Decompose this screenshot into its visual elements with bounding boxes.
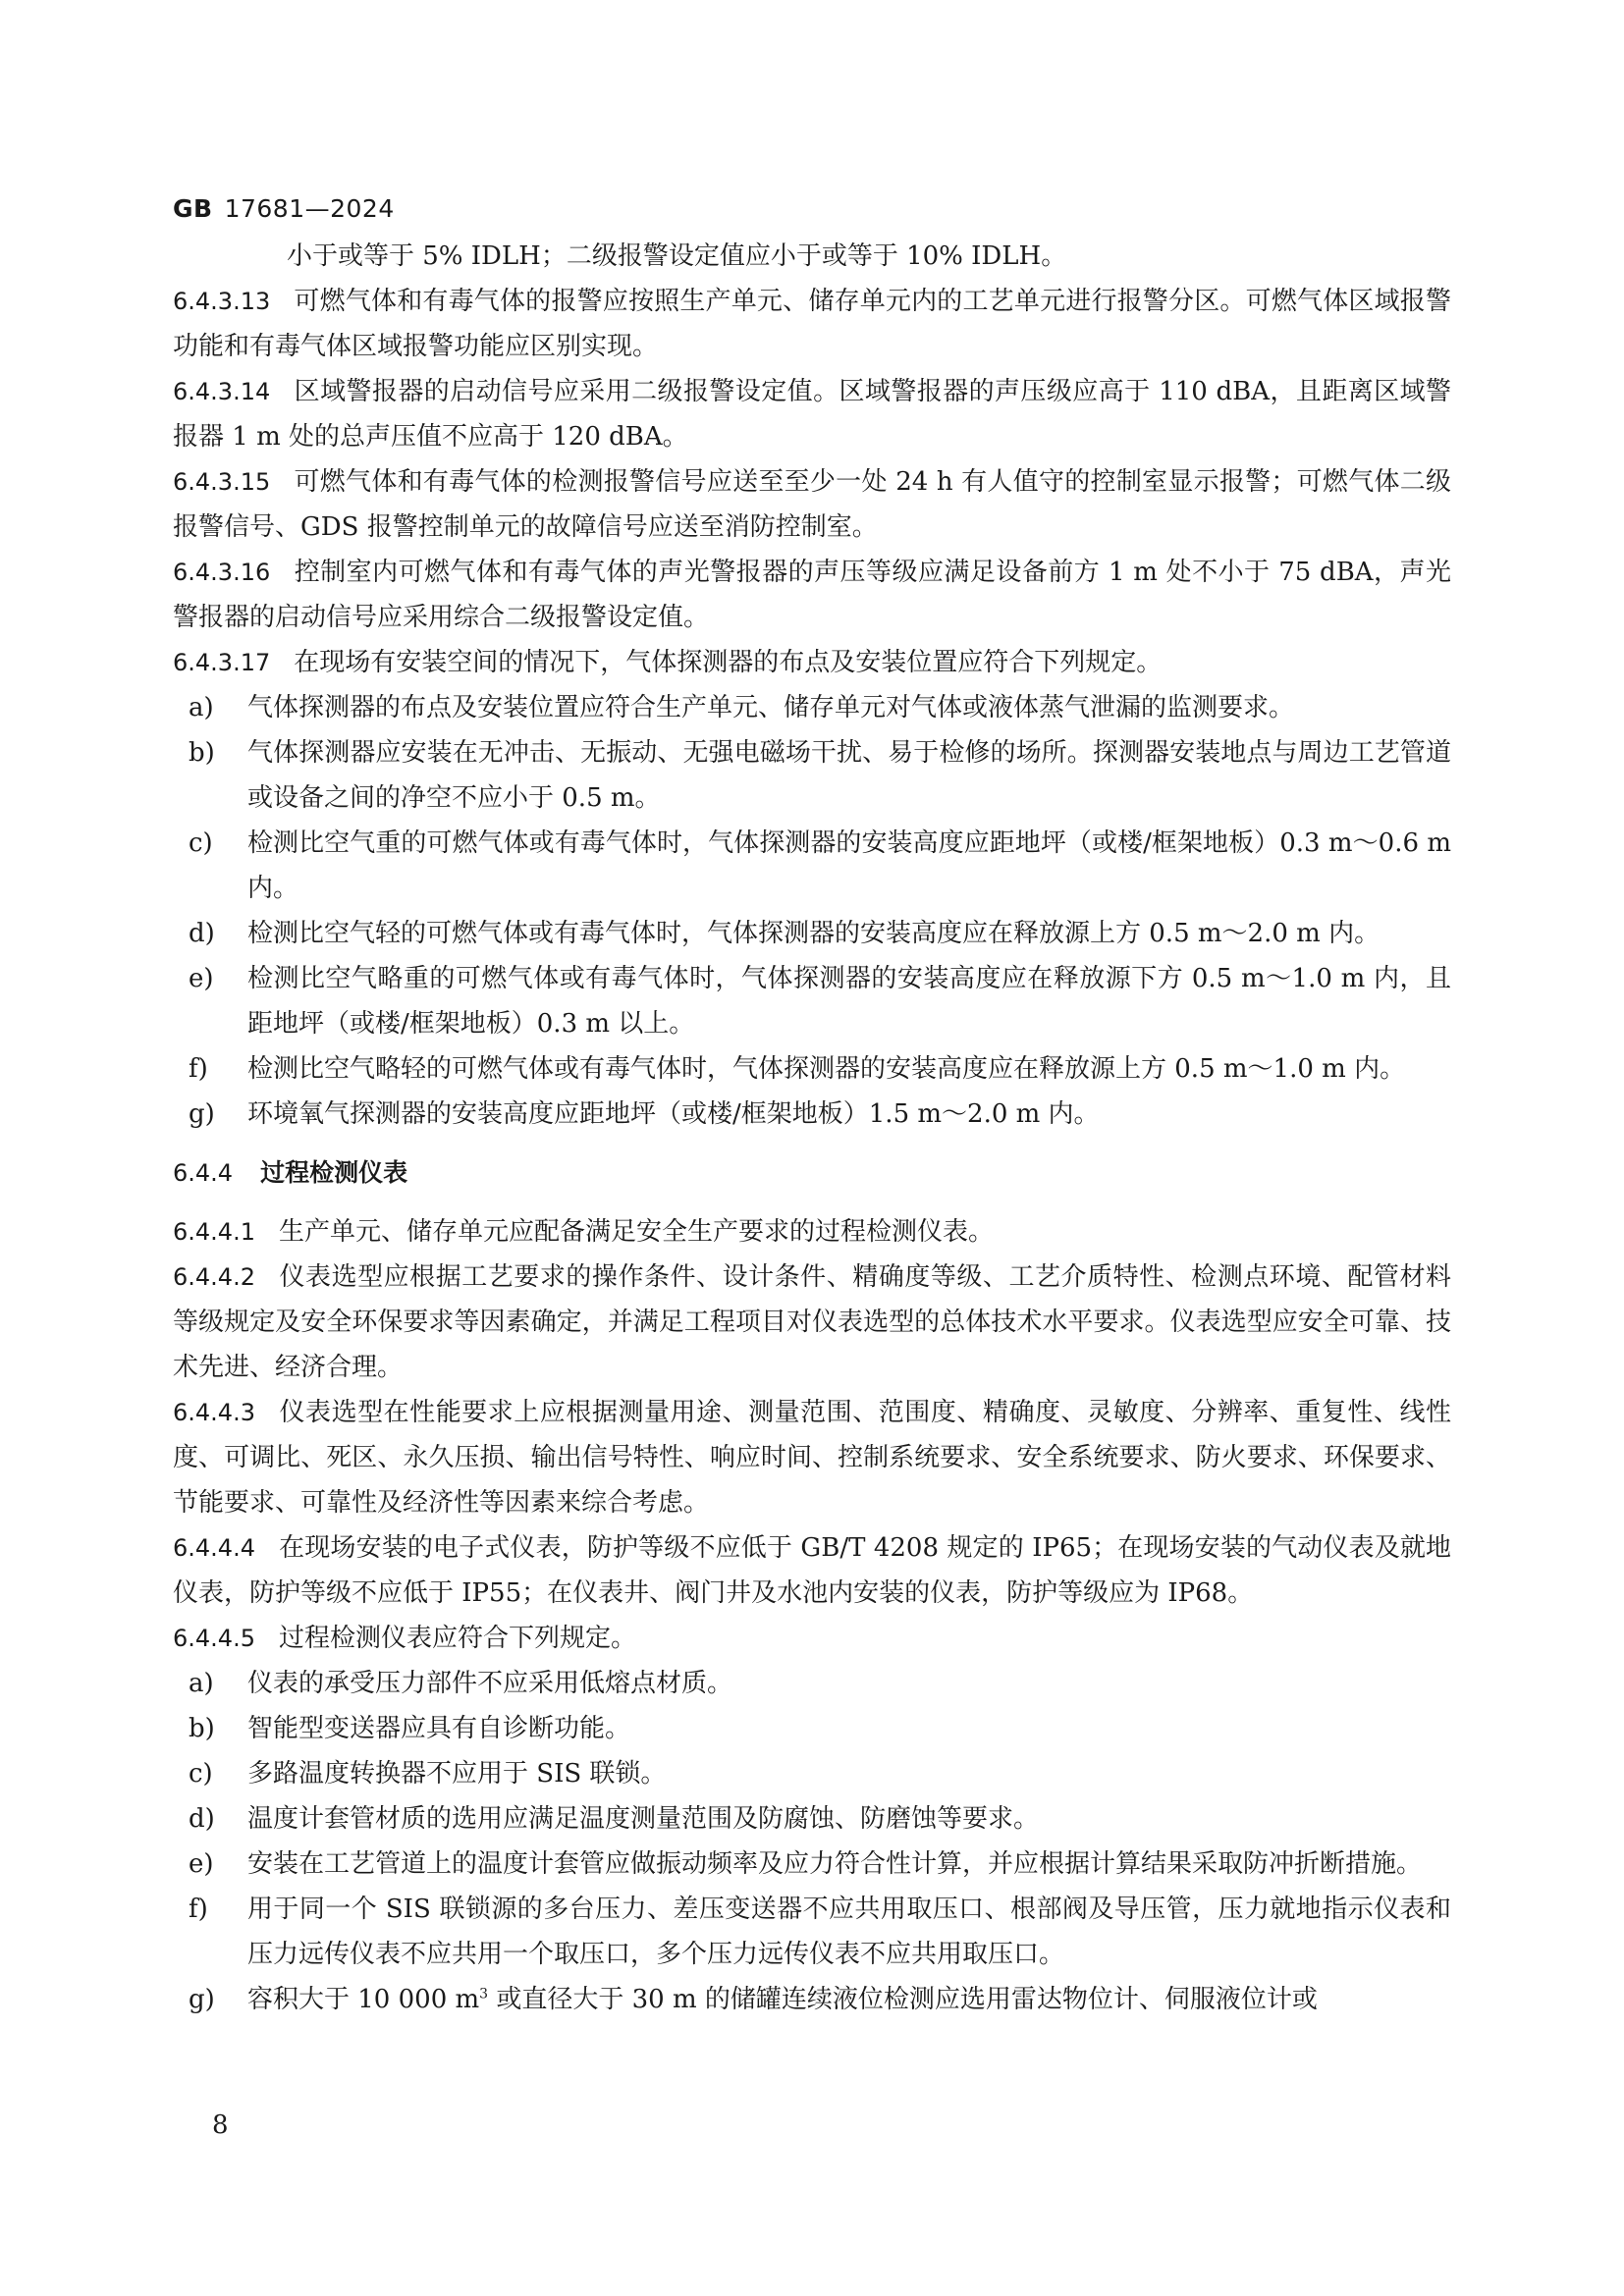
clause-number: 6.4.4.2 xyxy=(173,1263,255,1291)
clause xyxy=(173,369,1451,459)
standard-number: 17681—2024 xyxy=(224,194,395,223)
superscript: 3 xyxy=(479,1986,489,2002)
section-number: 6.4.4 xyxy=(173,1159,234,1187)
clause xyxy=(173,1255,1451,1390)
clause-text: 可燃气体和有毒气体的检测报警信号应送至至少一处 24 h 有人值守的控制室显示报警；可燃气体二级报警信号、GDS 报警控制单元的故障信号应送至消防控制室。 xyxy=(173,467,1451,542)
clause-number: 6.4.3.14 xyxy=(173,378,271,405)
clause xyxy=(173,640,1451,685)
list-item xyxy=(173,1796,1451,1842)
clause xyxy=(173,1209,1451,1255)
clause-text: 控制室内可燃气体和有毒气体的声光警报器的声压等级应满足设备前方 1 m 处不小于 75 dBA，声光警报器的启动信号应采用综合二级报警设定值。 xyxy=(173,558,1451,632)
list-item-text: 智能型变送器应具有自诊断功能。 xyxy=(247,1714,631,1743)
clause-number: 6.4.4.1 xyxy=(173,1218,255,1246)
clause xyxy=(173,1525,1451,1616)
list-item xyxy=(173,1661,1451,1706)
list-item-text: 检测比空气重的可燃气体或有毒气体时，气体探测器的安装高度应距地坪（或楼/框架地板）0.3 m～0.6 m 内。 xyxy=(247,828,1451,903)
clause xyxy=(173,459,1451,550)
list-item-label: d) xyxy=(189,919,215,948)
list-item xyxy=(173,1977,1451,2022)
list-item-label: f) xyxy=(189,1054,208,1084)
list-item xyxy=(173,1706,1451,1751)
clause-text: 过程检测仪表应符合下列规定。 xyxy=(278,1624,636,1653)
list-item-label: b) xyxy=(189,1714,215,1743)
list-item xyxy=(173,730,1451,821)
list-item-label: a) xyxy=(189,693,214,722)
clause-number: 6.4.4.5 xyxy=(173,1625,255,1652)
list-item xyxy=(173,956,1451,1046)
list-item xyxy=(173,821,1451,911)
list-item-text: 检测比空气略轻的可燃气体或有毒气体时，气体探测器的安装高度应在释放源上方 0.5 m～1.0 m 内。 xyxy=(247,1054,1406,1084)
standard-header xyxy=(173,194,395,223)
list-item-text xyxy=(247,1977,1451,2022)
list-item-label: c) xyxy=(189,828,213,858)
list-item-label: c) xyxy=(189,1759,213,1789)
clause-text: 在现场安装的电子式仪表，防护等级不应低于 GB/T 4208 规定的 IP65；在现场安装的气动仪表及就地仪表，防护等级不应低于 IP55；在仪表井、阀门井及水池内安装的仪表，防护等级应为 IP68。 xyxy=(173,1533,1451,1608)
list-item-text: 用于同一个 SIS 联锁源的多台压力、差压变送器不应共用取压口、根部阀及导压管，压力就地指示仪表和压力远传仪表不应共用一个取压口，多个压力远传仪表不应共用取压口。 xyxy=(247,1895,1451,1969)
list-item-label: e) xyxy=(189,964,214,993)
list-item-text-part: 或直径大于 30 m 的储罐连续液位检测应选用雷达物位计、伺服液位计或 xyxy=(488,1985,1318,2014)
list-item-label: g) xyxy=(189,1099,215,1129)
clause-text: 在现场有安装空间的情况下，气体探测器的布点及安装位置应符合下列规定。 xyxy=(294,648,1163,677)
standard-prefix: GB xyxy=(173,194,213,223)
clause-text: 生产单元、储存单元应配备满足安全生产要求的过程检测仪表。 xyxy=(278,1217,994,1247)
list-item-text: 气体探测器应安装在无冲击、无振动、无强电磁场干扰、易于检修的场所。探测器安装地点与周边工艺管道或设备之间的净空不应小于 0.5 m。 xyxy=(247,738,1451,813)
clause-number: 6.4.3.15 xyxy=(173,468,271,496)
list-item xyxy=(173,1887,1451,1977)
list-item-text: 温度计套管材质的选用应满足温度测量范围及防腐蚀、防磨蚀等要求。 xyxy=(247,1804,1040,1834)
list-item xyxy=(173,685,1451,730)
list-item-label: a) xyxy=(189,1669,214,1698)
list-item xyxy=(173,1046,1451,1092)
clause-text: 仪表选型应根据工艺要求的操作条件、设计条件、精确度等级、工艺介质特性、检测点环境、配管材料等级规定及安全环保要求等因素确定，并满足工程项目对仪表选型的总体技术水平要求。仪表选型应安全可靠、技术先进、经济合理。 xyxy=(173,1262,1451,1382)
list-item-label: f) xyxy=(189,1895,208,1924)
list-item xyxy=(173,911,1451,956)
clause xyxy=(173,1390,1451,1525)
clause-number: 6.4.3.17 xyxy=(173,649,271,676)
list-item xyxy=(173,1092,1451,1137)
clause xyxy=(173,1616,1451,1661)
document-body xyxy=(173,234,1451,2022)
clause xyxy=(173,279,1451,369)
list-item-label: e) xyxy=(189,1849,214,1879)
clause xyxy=(173,550,1451,640)
list-item-text: 环境氧气探测器的安装高度应距地坪（或楼/框架地板）1.5 m～2.0 m 内。 xyxy=(247,1099,1100,1129)
list-item-text: 仪表的承受压力部件不应采用低熔点材质。 xyxy=(247,1669,733,1698)
list-item-label: g) xyxy=(189,1985,215,2014)
clause-number: 6.4.4.4 xyxy=(173,1534,255,1562)
clause-number: 6.4.3.13 xyxy=(173,288,271,315)
list-item-text: 多路温度转换器不应用于 SIS 联锁。 xyxy=(247,1759,667,1789)
list-item-text: 检测比空气略重的可燃气体或有毒气体时，气体探测器的安装高度应在释放源下方 0.5 m～1.0 m 内，且距地坪（或楼/框架地板）0.3 m 以上。 xyxy=(247,964,1451,1039)
list-item-text: 安装在工艺管道上的温度计套管应做振动频率及应力符合性计算，并应根据计算结果采取防冲折断措施。 xyxy=(247,1849,1423,1879)
list-item-text: 检测比空气轻的可燃气体或有毒气体时，气体探测器的安装高度应在释放源上方 0.5 m～2.0 m 内。 xyxy=(247,919,1380,948)
clause-number: 6.4.3.16 xyxy=(173,559,271,586)
page-number: 8 xyxy=(212,2110,229,2140)
list-item xyxy=(173,1842,1451,1887)
section-title: 过程检测仪表 xyxy=(260,1158,408,1187)
clause-number: 6.4.4.3 xyxy=(173,1399,255,1426)
list-item-label: b) xyxy=(189,738,215,768)
list-item-text: 气体探测器的布点及安装位置应符合生产单元、储存单元对气体或液体蒸气泄漏的监测要求。 xyxy=(247,693,1295,722)
clause-text: 可燃气体和有毒气体的报警应按照生产单元、储存单元内的工艺单元进行报警分区。可燃气体区域报警功能和有毒气体区域报警功能应区别实现。 xyxy=(173,287,1451,361)
list-item-text-part: 容积大于 10 000 m xyxy=(247,1985,480,2014)
clause-text: 仪表选型在性能要求上应根据测量用途、测量范围、范围度、精确度、灵敏度、分辨率、重复性、线性度、可调比、死区、永久压损、输出信号特性、响应时间、控制系统要求、安全系统要求、防火要求、环保要求、节能要求、可靠性及经济性等因素来综合考虑。 xyxy=(173,1398,1451,1518)
list-item xyxy=(173,1751,1451,1796)
clause-text: 区域警报器的启动信号应采用二级报警设定值。区域警报器的声压级应高于 110 dBA，且距离区域警报器 1 m 处的总声压值不应高于 120 dBA。 xyxy=(173,377,1451,452)
paragraph-continuation: 小于或等于 5% IDLH；二级报警设定值应小于或等于 10% IDLH。 xyxy=(287,241,1067,271)
section-heading xyxy=(173,1150,1451,1196)
list-item-label: d) xyxy=(189,1804,215,1834)
